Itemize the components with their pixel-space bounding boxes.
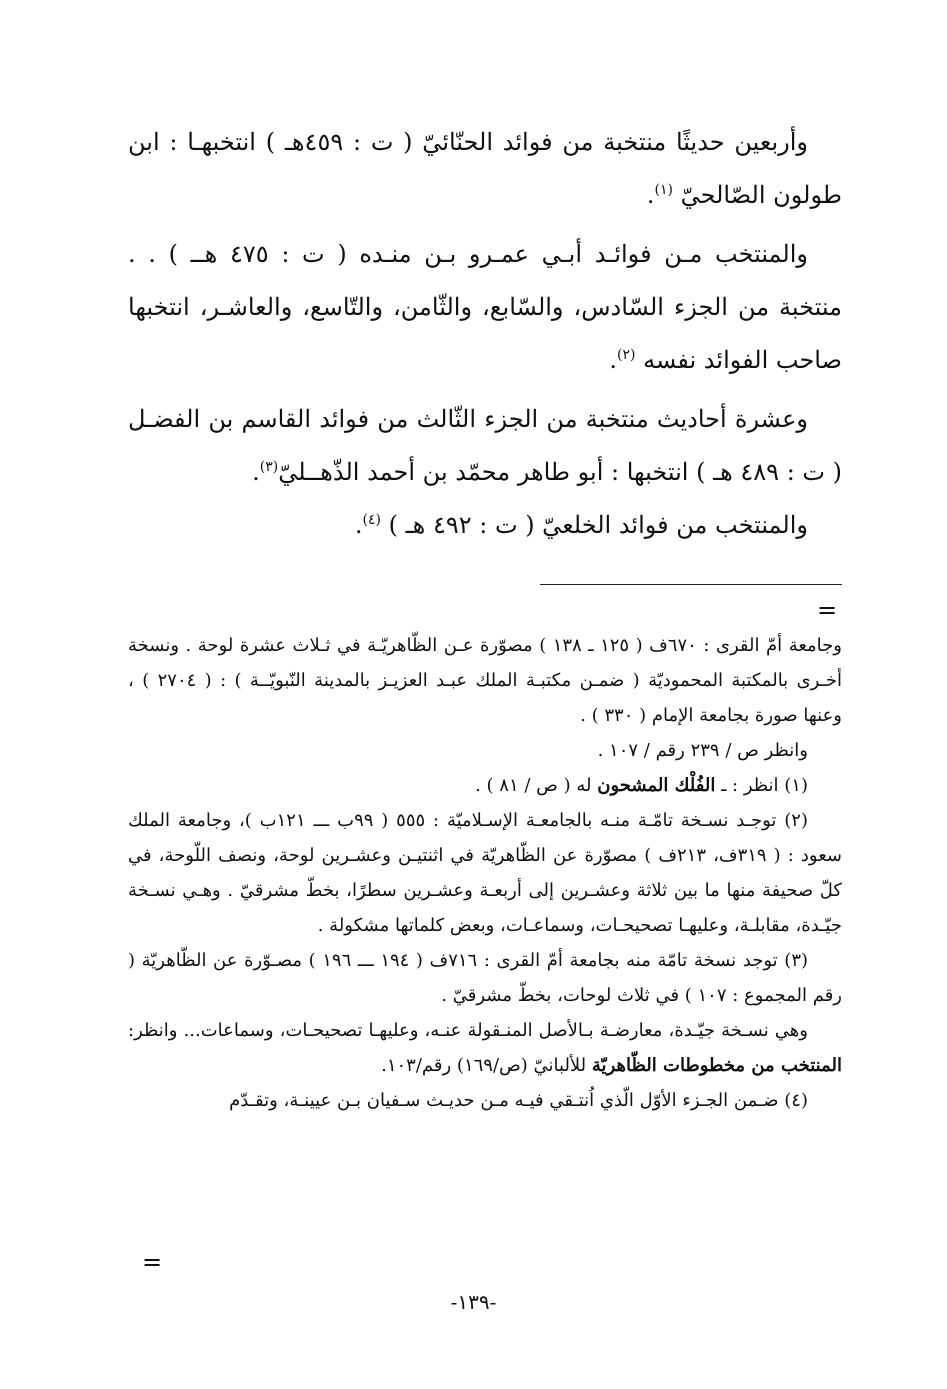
continuation-mark-bottom: = [142,1248,163,1276]
footnotes [128,628,842,1118]
footnote-3-title: المنتخب من مخطوطات الظّاهريّة [591,1055,842,1076]
paragraph-1-text: وأربعين حديثًا منتخبة من فوائد الحنّائيّ ( ت : ٤٥٩هـ ) انتخبهـا : ابن طولون الصّالحيّ [128,128,842,209]
footnote-1-suffix: له ( ص / ٨١ ) . [475,775,592,796]
footnote-3-prefix: وهي نسـخة جيّـدة، معارضـة بـالأصل المنـقولة عنـه، وعليهـا تصحيحـات، وسماعات... وانظر: [128,1020,808,1041]
continuation-mark-top: = [817,596,838,624]
footnote-4: (٤) ضـمن الجـزء الأوّل الّذي اُنتـقي فيـه مـن حديـث سـفيان بـن عيينـة، وتقـدّم [229,1090,808,1111]
footnote-3-suffix: للألبانيّ (ص/١٦٩) رقم/١٠٣. [381,1055,587,1076]
footnote-ref-1: (١) [654,182,673,198]
paragraph-2 [128,228,842,387]
paragraph-2-text: والمنتخب مـن فوائـد أبـي عمـرو بـن منـده ( ت : ٤٧٥ هــ ) . . منتخبة من الجزء السّادس، والسّابع، والثّامن، والتّاسع، والعاشـر، انتخبها صاحب الفوائد نفسه [128,240,842,374]
paragraph-3-text: وعشرة أحاديث منتخبة من الجزء الثّالث من فوائد القاسم بن الفضـل ( ت : ٤٨٩ هـ ) انتخبها : أبو طاهر محمّد بن أحمد الذّهــليّ [128,405,842,486]
footnote-ref-4: (٤) [362,512,381,528]
page-number: -١٣٩- [450,1290,497,1314]
footnote-ref-3: (٣) [259,459,279,475]
footnote-3-continued [128,1013,842,1083]
paragraph-3 [128,393,842,499]
footnote-3: (٣) توجد نسخة تامّة منه بجامعة أمّ القرى : ٧١٦ف ( ١٩٤ ـــ ١٩٦ ) مصـوّرة عن الظّاهريّة ( رقم المجموع : ١٠٧ ) في ثلاث لوحات، بخطّ مشرقيّ . [128,950,842,1006]
paragraph-3-end: . [252,458,260,486]
paragraph-2-end: . [609,346,617,374]
paragraph-1 [128,116,842,222]
footnote-1 [128,768,842,803]
footnote-separator [540,584,842,585]
paragraph-4-end: . [354,511,363,539]
footnote-continuation: وجامعة أمّ القرى : ٦٧٠ف ( ١٢٥ ـ ١٣٨ ) مصوّرة عـن الظّاهريّـة في ثـلاث عشرة لوحة . ونسخة أخـرى بالمكتبة المحموديّة ( ضمـن مكتبـة الملك عبـد العزيـز بالمدينة النّبويّــة ) : ( ٢٧٠٤ ) ، وعنها صورة بجامعة الإمام ( ٣٣٠ ) . [128,635,842,726]
paragraph-4 [128,499,842,552]
paragraph-4-text: والمنتخب من فوائد الخلعيّ ( ت : ٤٩٢ هـ ) [388,511,808,539]
footnote-ref-2: (٢) [616,347,636,363]
footnote-1-prefix: (١) انظر : ـ [721,775,808,796]
footnote-continuation-ref: وانظر ص / ٢٣٩ رقم / ١٠٧ . [597,740,808,761]
paragraph-1-end: . [646,181,655,209]
main-text [128,116,842,552]
footnote-1-title: الفُلْك المشحون [597,775,716,796]
footnote-2: (٢) توجـد نسـخة تامّـة منـه بالجامعـة الإسـلاميّة : ٥٥٥ ( ٩٩ب ـــ ١٢١ب )، وجامعة الملك سعود : ( ٣١٩ف، ٢١٣ف ) مصوّرة عن الظّاهريّة في اثنتيـن وعشـرين لوحة، ونصف اللّوحة، في كلّ صحيفة منها ما بين ثلاثة وعشـرين إلى أربعـة وعشـرين سطرًا، بخطّ مشرقيّ . وهـي نسـخة جيّـدة، مقابلـة، وعليهـا تصحيحـات، وسماعـات، وبعض كلماتها مشكولة . [128,810,842,936]
